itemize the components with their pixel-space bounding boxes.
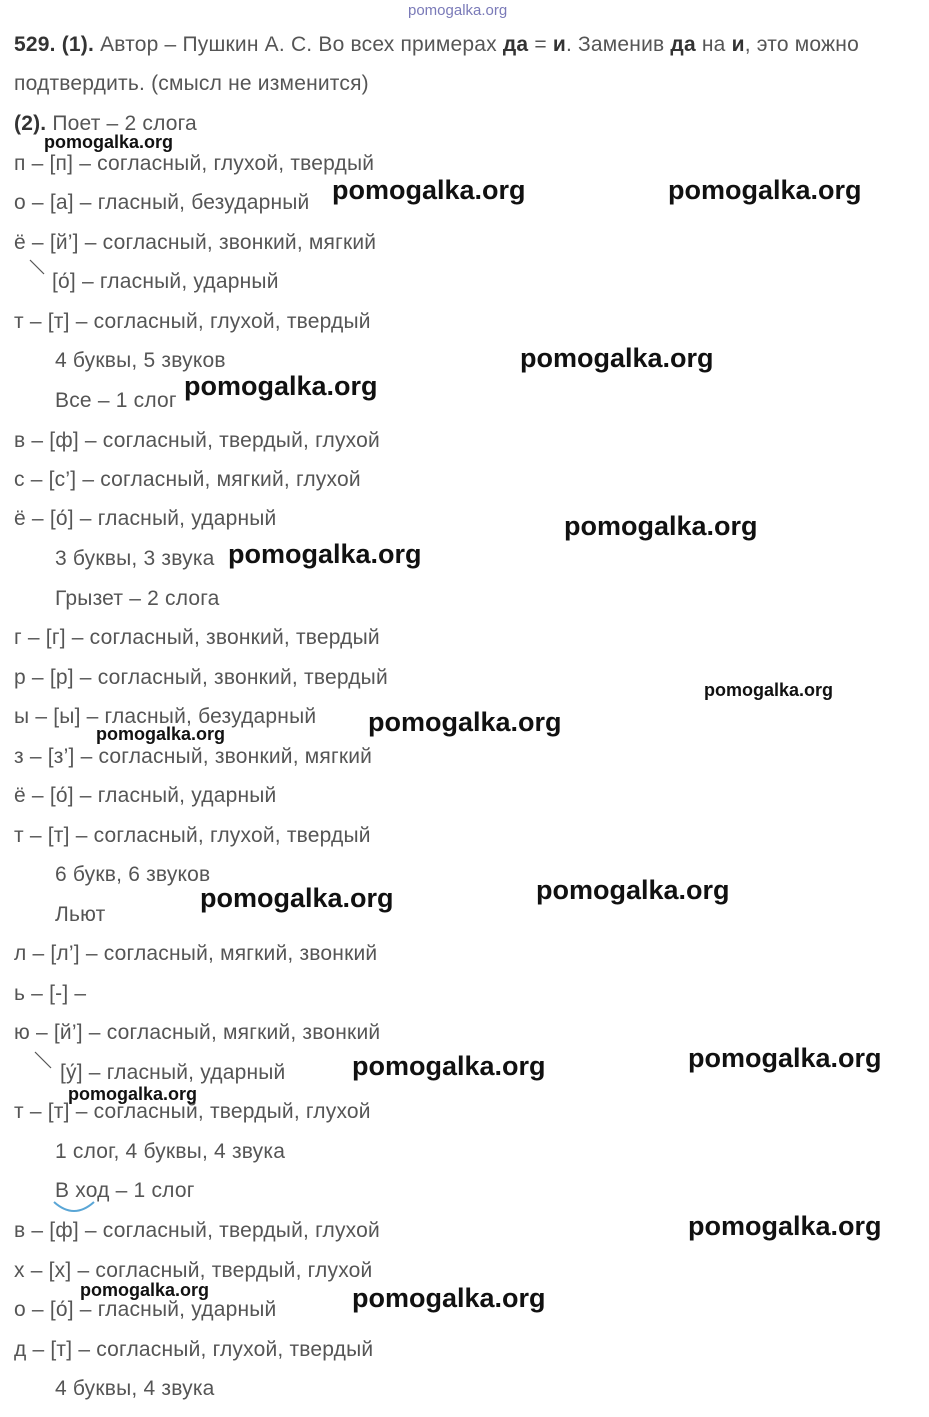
- text-segment: Автор – Пушкин А. С. Во всех примерах: [94, 33, 503, 56]
- analysis-line: д – [т] – согласный, глухой, твердый: [14, 1338, 374, 1361]
- analysis-line: т – [т] – согласный, твердый, глухой: [14, 1100, 371, 1123]
- analysis-line: [о́] – гласный, ударный: [52, 270, 279, 293]
- summary-line: 4 буквы, 5 звуков: [55, 349, 226, 372]
- word-heading: Все – 1 слог: [55, 389, 177, 412]
- watermark: pomogalka.org: [352, 1283, 546, 1313]
- analysis-line: ы – [ы] – гласный, безударный: [14, 705, 317, 728]
- watermark: pomogalka.org: [80, 1280, 210, 1300]
- analysis-line: ё – [о́] – гласный, ударный: [14, 507, 277, 530]
- analysis-line: ё – [й’] – согласный, звонкий, мягкий: [14, 231, 377, 254]
- branch-mark: [33, 1050, 55, 1072]
- analysis-line: ё – [о́] – гласный, ударный: [14, 784, 277, 807]
- watermark: pomogalka.org: [44, 132, 174, 152]
- watermark: pomogalka.org: [68, 1084, 198, 1104]
- watermark: pomogalka.org: [184, 371, 378, 401]
- watermark: pomogalka.org: [536, 875, 730, 905]
- part-2-label: (2).: [14, 112, 47, 135]
- analysis-line: г – [г] – согласный, звонкий, твердый: [14, 626, 380, 649]
- watermark: pomogalka.org: [520, 343, 714, 373]
- watermark: pomogalka.org: [564, 511, 758, 541]
- analysis-line: [у́] – гласный, ударный: [60, 1061, 286, 1084]
- analysis-line: х – [х] – согласный, твердый, глухой: [14, 1259, 373, 1282]
- text-segment: . Заменив: [565, 33, 671, 56]
- analysis-line: л – [л’] – согласный, мягкий, звонкий: [14, 942, 378, 965]
- analysis-line: ю – [й’] – согласный, мягкий, звонкий: [14, 1021, 381, 1044]
- watermark: pomogalka.org: [688, 1043, 882, 1073]
- watermark: pomogalka.org: [332, 175, 526, 205]
- watermark: pomogalka.org: [96, 724, 226, 744]
- word-heading: В ход – 1 слог: [55, 1179, 195, 1202]
- text-segment: , это можно: [744, 33, 859, 56]
- analysis-line: о – [а] – гласный, безударный: [14, 191, 310, 214]
- exercise-line-1: [14, 32, 859, 58]
- summary-line: 1 слог, 4 буквы, 4 звука: [55, 1140, 286, 1163]
- text-segment: на: [695, 33, 732, 56]
- watermark: pomogalka.org: [352, 1051, 546, 1081]
- bold-i: и: [552, 33, 566, 56]
- analysis-line: в – [ф] – согласный, твердый, глухой: [14, 429, 380, 452]
- exercise-number: 529.: [14, 33, 56, 56]
- text-segment: =: [528, 33, 553, 56]
- analysis-line: о – [о́] – гласный, ударный: [14, 1298, 277, 1321]
- analysis-line: р – [р] – согласный, звонкий, твердый: [14, 666, 388, 689]
- exercise-line-2: подтвердить. (смысл не изменится): [14, 72, 369, 95]
- watermark: pomogalka.org: [668, 175, 862, 205]
- watermark: pomogalka.org: [228, 539, 422, 569]
- summary-line: 6 букв, 6 звуков: [55, 863, 211, 886]
- prefix-arc: [52, 1198, 98, 1218]
- word-heading: Грызет – 2 слога: [55, 587, 220, 610]
- analysis-line: п – [п] – согласный, глухой, твердый: [14, 152, 375, 175]
- bold-da: да: [670, 33, 696, 56]
- summary-line: 4 буквы, 4 звука: [55, 1377, 215, 1400]
- watermark: pomogalka.org: [200, 883, 394, 913]
- analysis-line: с – [с’] – согласный, мягкий, глухой: [14, 468, 361, 491]
- bold-i: и: [731, 33, 745, 56]
- analysis-line: т – [т] – согласный, глухой, твердый: [14, 824, 371, 847]
- watermark: pomogalka.org: [688, 1211, 882, 1241]
- bold-da: да: [502, 33, 529, 56]
- part-1-label: (1).: [61, 33, 95, 56]
- summary-line: 3 буквы, 3 звука: [55, 547, 215, 570]
- word-heading: Льют: [55, 903, 106, 926]
- analysis-line: ь – [-] –: [14, 982, 87, 1005]
- part-2-text: Поет – 2 слога: [46, 112, 197, 135]
- analysis-line: т – [т] – согласный, глухой, твердый: [14, 310, 371, 333]
- analysis-line: в – [ф] – согласный, твердый, глухой: [14, 1219, 380, 1242]
- watermark-top: pomogalka.org: [408, 2, 508, 19]
- branch-mark: [28, 258, 48, 278]
- analysis-line: з – [з’] – согласный, звонкий, мягкий: [14, 745, 373, 768]
- watermark: pomogalka.org: [368, 707, 562, 737]
- watermark: pomogalka.org: [704, 680, 834, 700]
